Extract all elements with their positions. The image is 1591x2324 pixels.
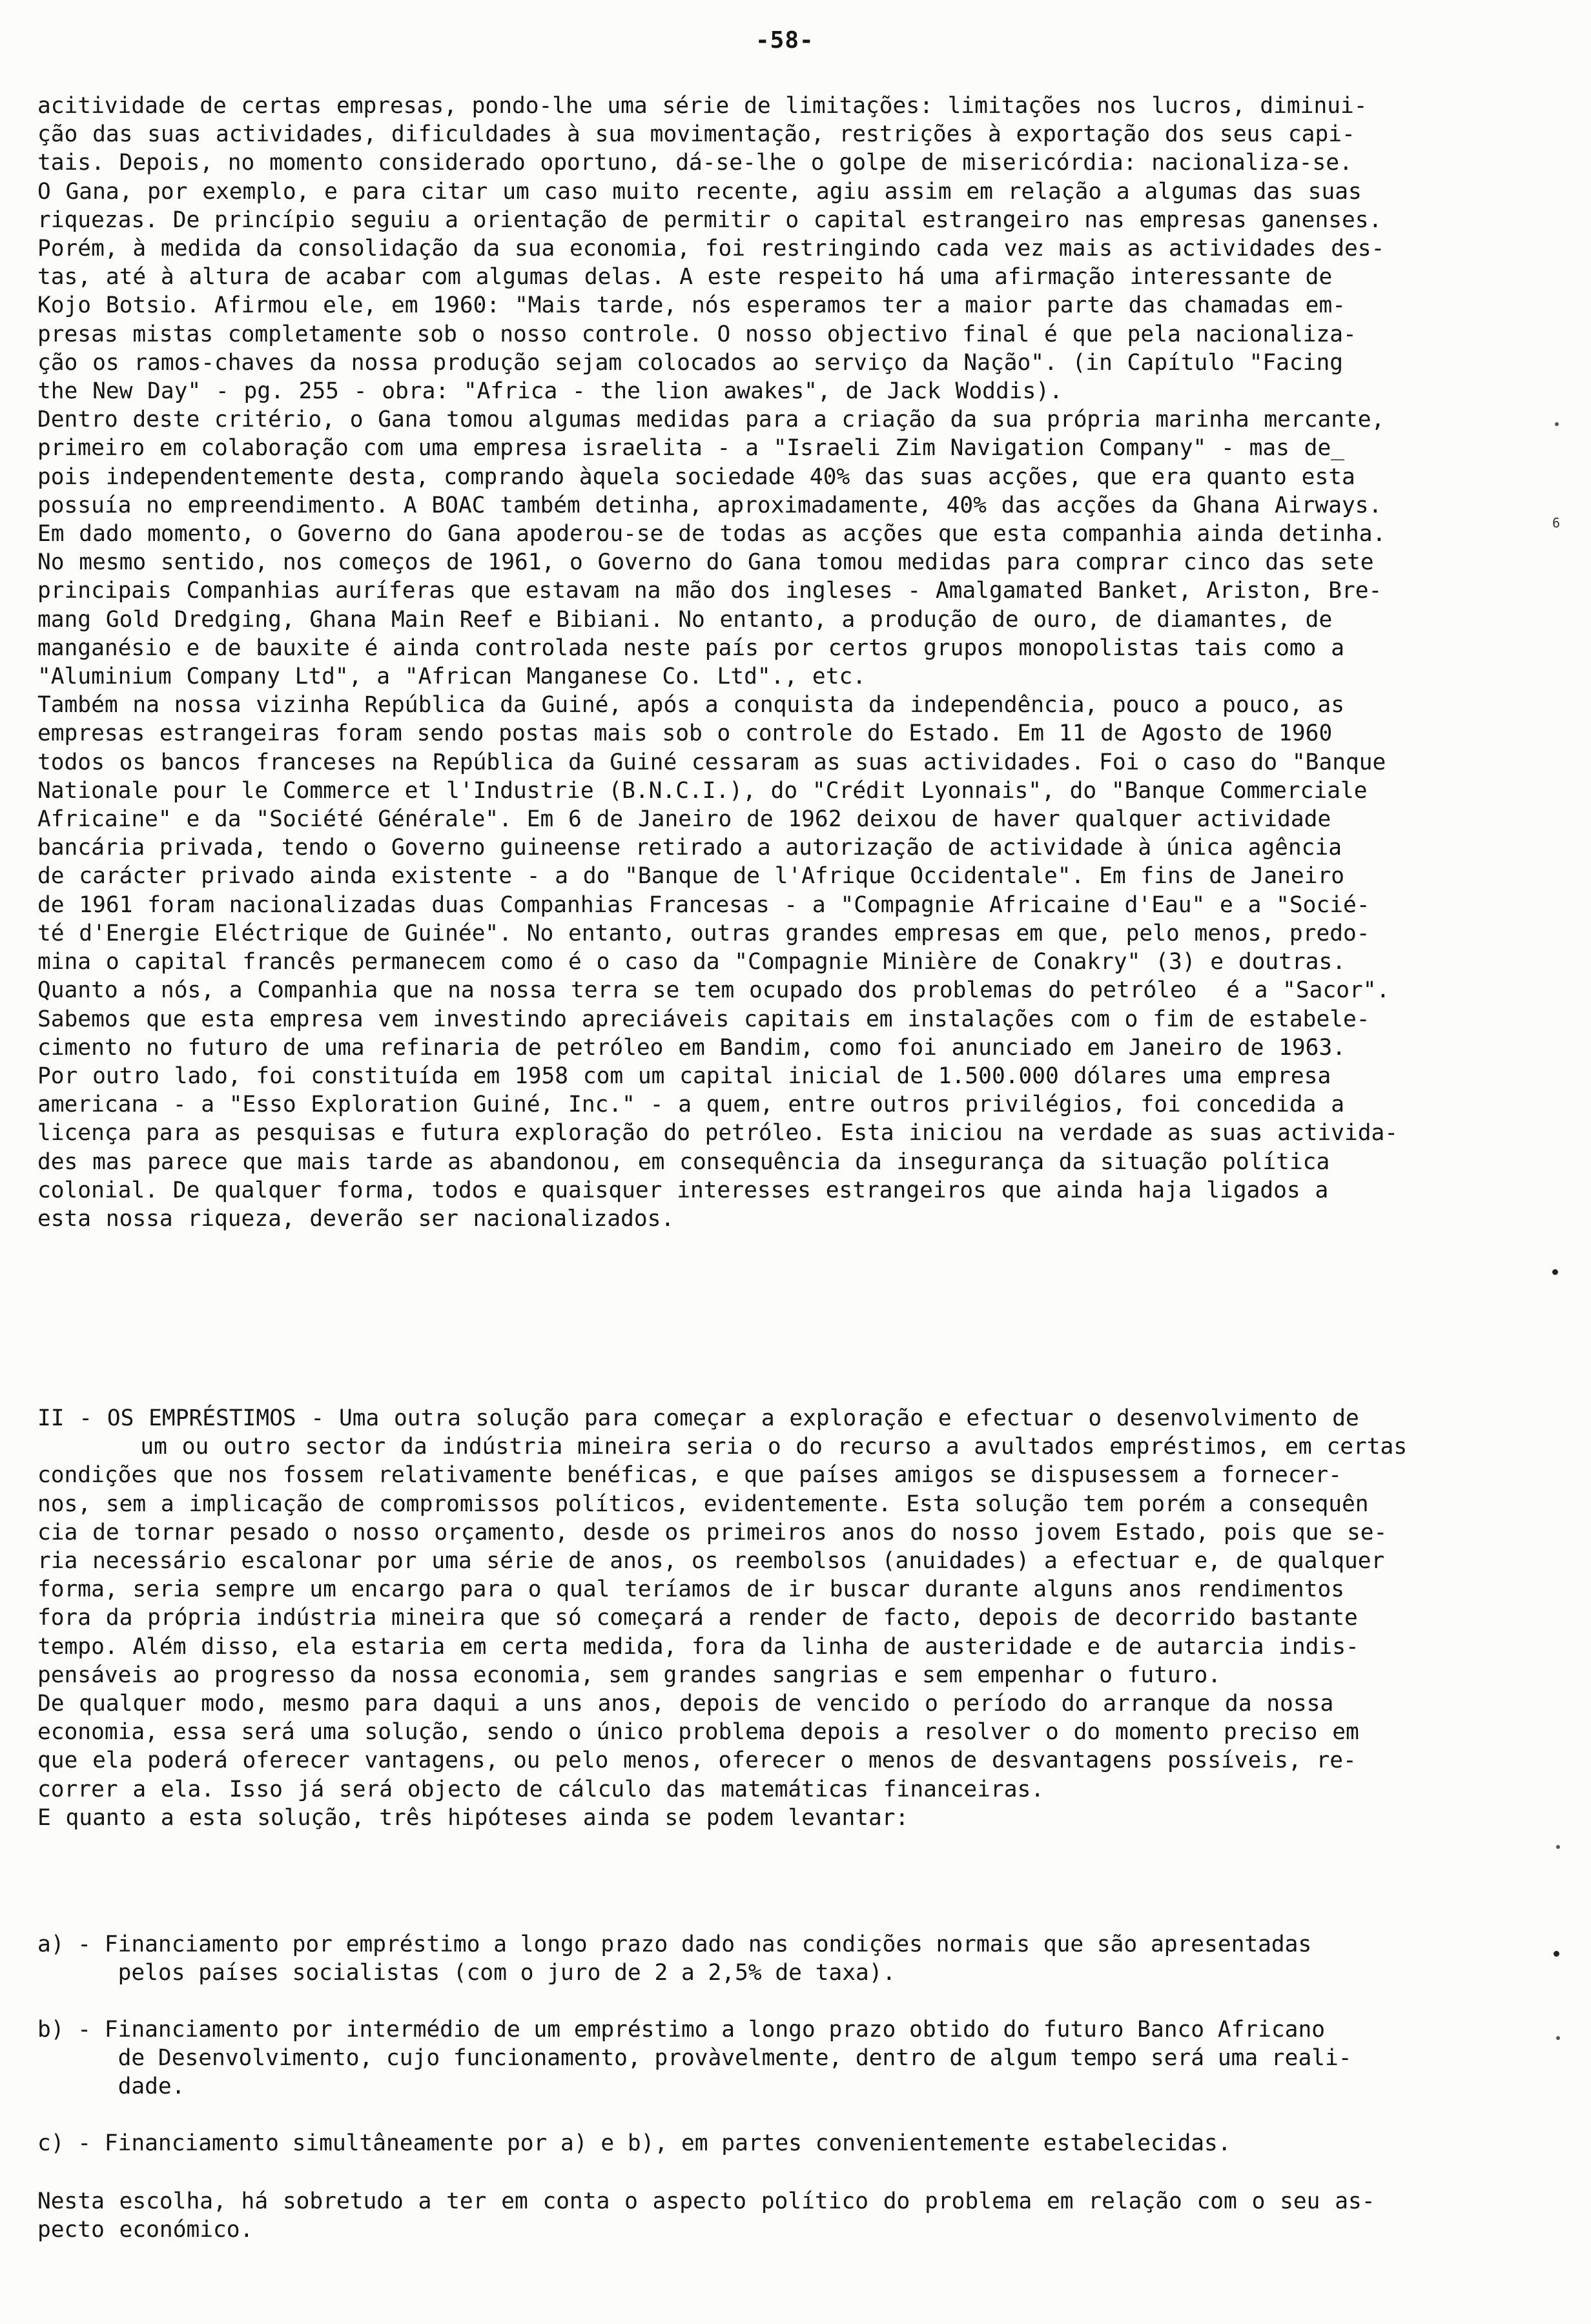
paragraph-loans-section: II - OS EMPRÉSTIMOS - Uma outra solução para começar a exploração e efectuar o desenvolvimento de um ou outro sector da indústria mineira seria o do recurso a avultados empréstimos, em certas condições que nos fossem relativamente benéficas, e que países amigos se dispusessem a fornecer- nos, sem a implicação de compromissos políticos, evidentemente. Esta solução tem porém a consequên cia de tornar pesado o nosso orçamento, desde os primeiros anos do nosso jovem Estado, pois que se- ria necessário escalonar por uma série de anos, os reembolsos (anuidades) a efectuar e, de qualquer forma, seria sempre um encargo para o qual teríamos de ir buscar durante alguns anos rendimentos fora da própria indústria mineira que só começará a render de facto, depois de decorrido bastante tempo. Além disso, ela estaria em certa medida, fora da linha de austeridade e de autarcia indis- pensáveis ao progresso da nossa economia, sem grandes sangrias e sem empenhar o futuro. De qualquer modo, mesmo para daqui a uns anos, depois de vencido o período do arranque da nossa economia, essa será uma solução, sendo o único problema depois a resolver o do momento preciso em que ela poderá oferecer vantagens, ou pelo menos, oferecer o menos de desvantagens possíveis, re- correr a ela. Isso já será objecto de cálculo das matemáticas financeiras. E quanto a esta solução, três hipóteses ainda se podem levantar: <box>37 1405 1408 1831</box>
paragraph-foreign-capital: acitividade de certas empresas, pondo-lhe uma série de limitações: limitações nos lucros, diminui- ção das suas actividades, dificuldades à sua movimentação, restrições à exportação dos seus capi- tais. Depois, no momento considerado oportuno, dá-se-lhe o golpe de misericórdia: nacionaliza-se. O Gana, por exemplo, e para citar um caso muito recente, agiu assim em relação a algumas das suas riquezas. De princípio seguiu a orientação de permitir o capital estrangeiro nas empresas ganenses. Porém, à medida da consolidação da sua economia, foi restringindo cada vez mais as actividades des- tas, até à altura de acabar com algumas delas. A este respeito há uma afirmação interessante de Kojo Botsio. Afirmou ele, em 1960: "Mais tarde, nós esperamos ter a maior parte das chamadas em- presas mistas completamente sob o nosso controle. O nosso objectivo final é que pela nacionaliza- ção os ramos-chaves da nossa produção sejam colocados ao serviço da Nação". (in Capítulo "Facing the New Day" - pg. 255 - obra: "Africa - the lion awakes", de Jack Woddis). Dentro deste critério, o Gana tomou algumas medidas para a criação da sua própria marinha mercante, primeiro em colaboração com uma empresa israelita - a "Israeli Zim Navigation Company" - mas de_ pois independentemente desta, comprando àquela sociedade 40% das suas acções, que era quanto esta possuía no empreendimento. A BOAC também detinha, aproximadamente, 40% das acções da Ghana Airways. Em dado momento, o Governo do Gana apoderou-se de todas as acções que esta companhia ainda detinha. No mesmo sentido, nos começos de 1961, o Governo do Gana tomou medidas para comprar cinco das sete principais Companhias auríferas que estavam na mão dos ingleses - Amalgamated Banket, Ariston, Bre- mang Gold Dredging, Ghana Main Reef e Bibiani. No entanto, a produção de ouro, de diamantes, de manganésio e de bauxite é ainda controlada neste país por certos grupos monopolistas tais como a "Aluminium Company Ltd", a "African Manganese Co. Ltd"., etc. Também na nossa vizinha República da Guiné, após a conquista da independência, pouco a pouco, as empresas estrangeiras foram sendo postas mais sob o controle do Estado. Em 11 de Agosto de 1960 todos os bancos franceses na República da Guiné cessaram as suas actividades. Foi o caso do "Banque Nationale pour le Commerce et l'Industrie (B.N.C.I.), do "Crédit Lyonnais", do "Banque Commerciale Africaine" e da "Société Générale". Em 6 de Janeiro de 1962 deixou de haver qualquer actividade bancária privada, tendo o Governo guineense retirado a autorização de actividade à única agência de carácter privado ainda existente - a do "Banque de l'Afrique Occidentale". Em fins de Janeiro de 1961 foram nacionalizadas duas Companhias Francesas - a "Compagnie Africaine d'Eau" e a "Socié- té d'Energie Eléctrique de Guinée". No entanto, outras grandes empresas em que, pelo menos, predo- mina o capital francês permanecem como é o caso da "Compagnie Minière de Conakry" (3) e doutras. Quanto a nós, a Companhia que na nossa terra se tem ocupado dos problemas do petróleo é a "Sacor". Sabemos que esta empresa vem investindo apreciáveis capitais em instalações com o fim de estabele- cimento no futuro de uma refinaria de petróleo em Bandim, como foi anunciado em Janeiro de 1963. Por outro lado, foi constituída em 1958 com um capital inicial de 1.500.000 dólares uma empresa americana - a "Esso Exploration Guiné, Inc." - a quem, entre outros privilégios, foi concedida a licença para as pesquisas e futura exploração do petróleo. Esta iniciou na verdade as suas activida- des mas parece que mais tarde as abandonou, em consequência da insegurança da situação política colonial. De qualquer forma, todos e quaisquer interesses estrangeiros que ainda haja ligados a esta nossa riqueza, deverão ser nacionalizados. <box>37 93 1399 1232</box>
hypothesis-a: a) - Financiamento por empréstimo a longo prazo dado nas condições normais que são apresentadas pelos países socialistas (com o juro de 2 a 2,5% de taxa). <box>37 1932 1312 1986</box>
margin-number: 6 <box>1552 515 1561 531</box>
margin-dot <box>1556 2036 1560 2040</box>
hypothesis-c: c) - Financiamento simultâneamente por a) e b), em partes convenientemente estabelecidas. <box>37 2130 1231 2156</box>
margin-dot <box>1554 1951 1559 1957</box>
margin-dot <box>1556 1845 1560 1849</box>
page-number: -58- <box>755 27 814 54</box>
hypothesis-b: b) - Financiamento por intermédio de um empréstimo a longo prazo obtido do futuro Banco Africano de Desenvolvimento, cujo funcionamento, provàvelmente, dentro de algum tempo será uma reali- dade. <box>37 2017 1352 2100</box>
margin-dot <box>1555 422 1559 426</box>
closing-paragraph: Nesta escolha, há sobretudo a ter em conta o aspecto político do problema em relação com o seu as- pecto económico. <box>37 2188 1375 2243</box>
margin-dot <box>1552 1269 1558 1275</box>
